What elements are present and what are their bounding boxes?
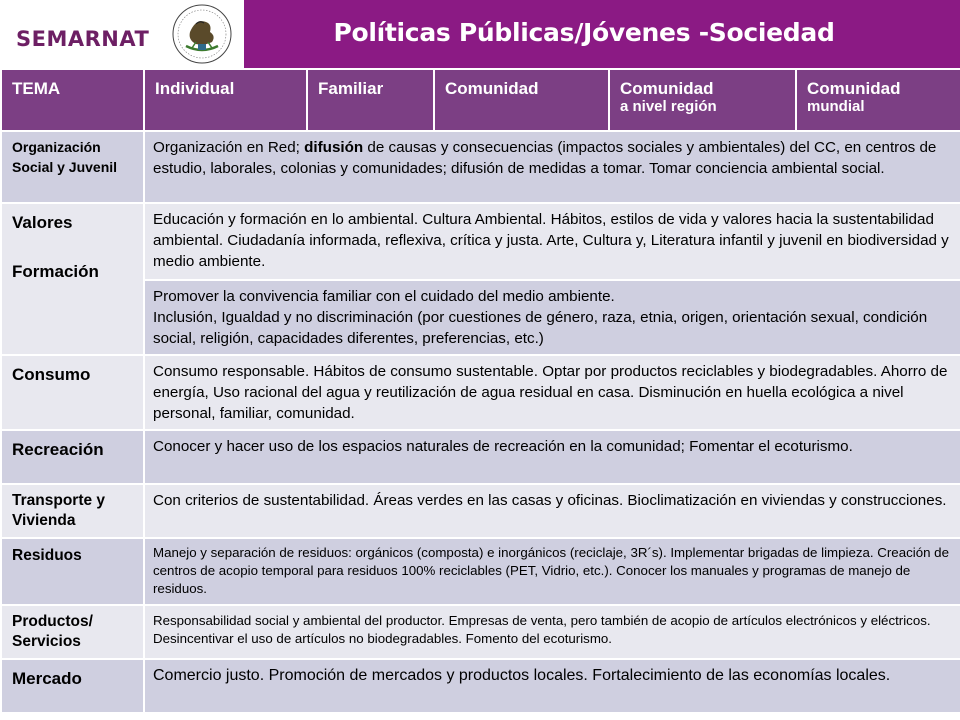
page-title: Políticas Públicas/Jóvenes -Sociedad (333, 18, 835, 47)
description-cell: Educación y formación en lo ambiental. Cultura Ambiental. Hábitos, estilos de vida y valores hacia la sustentabilidad ambiental. Ciudadanía informada, reflexiva, crítica y justa. Arte, Cultura y, Literatura infantil y juvenil en biodiversidad y medio ambiente. (144, 203, 960, 280)
table-row (1, 538, 960, 605)
tema-cell: Valores Formación (1, 203, 144, 355)
column-header-familiar: Familiar (307, 69, 434, 131)
description-cell: Organización en Red; difusión de causas y consecuencias (impactos sociales y ambientales) del CC, en centros de estudio, laborales, colonias y comunidades; difusión de medidas a tomar. Tomar conciencia ambiental social. (144, 131, 960, 203)
policy-table (0, 68, 960, 714)
description-cell: Con criterios de sustentabilidad. Áreas verdes en las casas y oficinas. Bioclimatización en viviendas y construcciones. (144, 484, 960, 538)
table-row (1, 430, 960, 484)
column-header-tema: TEMA (1, 69, 144, 131)
table-row (1, 131, 960, 203)
description-cell: Comercio justo. Promoción de mercados y productos locales. Fortalecimiento de las economías locales. (144, 659, 960, 713)
header-bar (0, 0, 960, 68)
tema-cell: Organización Social y Juvenil (1, 131, 144, 203)
description-cell: Consumo responsable. Hábitos de consumo sustentable. Optar por productos reciclables y biodegradables. Ahorro de energía, Uso racional del agua y reutilización de agua residual en casa. Disminución en huella ecológica a nivel personal, familiar, comunidad. (144, 355, 960, 430)
tema-cell: Mercado (1, 659, 144, 713)
tema-cell: Consumo (1, 355, 144, 430)
table-row (1, 605, 960, 659)
description-cell: Conocer y hacer uso de los espacios naturales de recreación en la comunidad; Fomentar el ecoturismo. (144, 430, 960, 484)
table-row (1, 355, 960, 430)
tema-cell: Productos/ Servicios (1, 605, 144, 659)
column-header-comunidad-region: Comunidad a nivel región (609, 69, 796, 131)
column-header-individual: Individual (144, 69, 307, 131)
logo-area (0, 0, 160, 68)
table-row (1, 484, 960, 538)
table-row (1, 203, 960, 280)
tema-cell: Recreación (1, 430, 144, 484)
table-row (1, 280, 960, 355)
semarnat-logo: SEMARNAT (16, 27, 150, 51)
tema-cell: Transporte y Vivienda (1, 484, 144, 538)
column-header-comunidad-mundial: Comunidad mundial (796, 69, 960, 131)
mexican-coat-of-arms-icon (166, 2, 238, 66)
description-cell: Promover la convivencia familiar con el cuidado del medio ambiente. Inclusión, Igualdad y no discriminación (por cuestiones de género, raza, etnia, origen, orientación sexual, condición social, religión, capacidades diferentes, preferencias, etc.) (144, 280, 960, 355)
emblem-area (160, 0, 244, 68)
description-cell: Responsabilidad social y ambiental del productor. Empresas de venta, pero también de acopio de artículos electrónicos y eléctricos. Desincentivar el uso de artículos no biodegradables. Fomento del ecoturismo. (144, 605, 960, 659)
column-header-comunidad: Comunidad (434, 69, 609, 131)
tema-cell: Residuos (1, 538, 144, 605)
description-cell: Manejo y separación de residuos: orgánicos (composta) e inorgánicos (reciclaje, 3R´s). Implementar brigadas de limpieza. Creación de centros de acopio temporal para residuos 100% reciclables (PET, Vidrio, etc.). Conocer los manuales y programas de manejo de residuos. (144, 538, 960, 605)
table-header-row (1, 69, 960, 131)
table-row (1, 659, 960, 713)
